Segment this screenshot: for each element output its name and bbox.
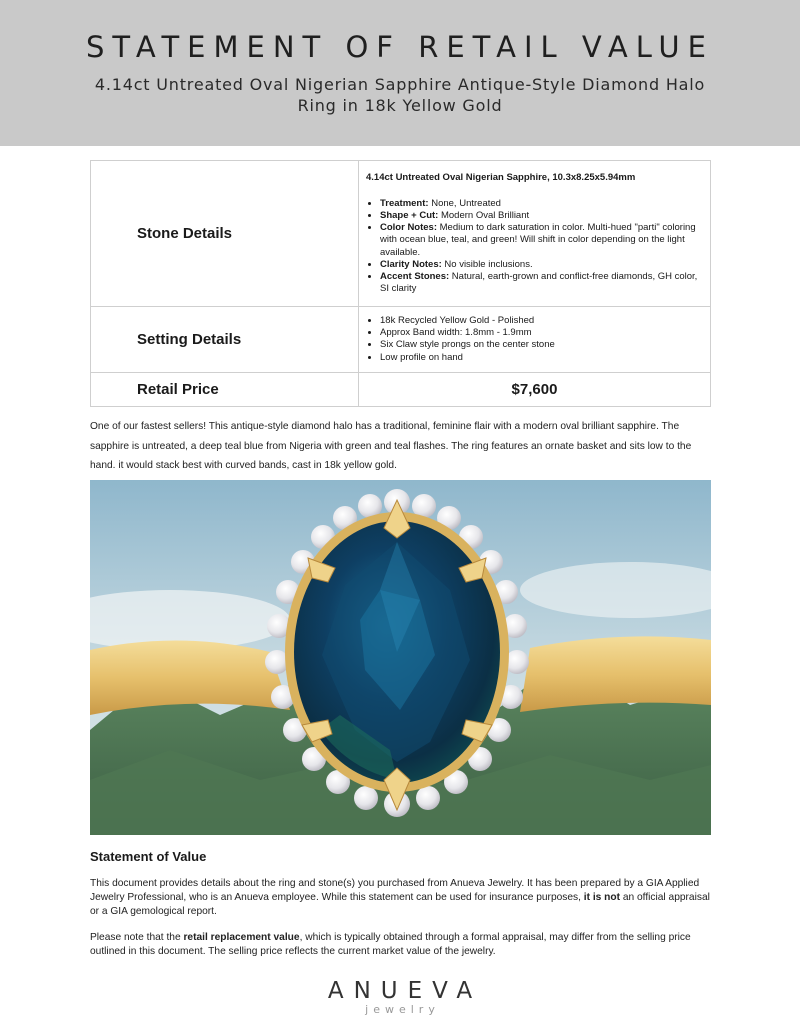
statement-paragraph-1: This document provides details about the ring and stone(s) you purchased from Anueva Jewelry. It has been prepared by a GIA Applied Jewelry Professional, who is an Anueva employee. While this statement can be used for insurance purposes, it is not an official appraisal or a GIA gemological report. xyxy=(90,878,710,917)
setting-details-label: Setting Details xyxy=(91,307,359,373)
stone-details-label: Stone Details xyxy=(91,161,359,307)
list-item: • Accent Stones: Natural, earth-grown and conflict-free diamonds, GH color, SI clarity xyxy=(380,271,700,295)
stone-details-list xyxy=(366,198,700,296)
setting-details-row xyxy=(91,307,711,373)
logo-brand: ANUEVA xyxy=(327,978,483,1004)
logo-sub: jewelry xyxy=(365,1003,440,1016)
retail-price-value: $7,600 xyxy=(359,372,711,406)
list-item: • Treatment: None, Untreated xyxy=(380,198,700,210)
list-item: • Shape + Cut: Modern Oval Brilliant xyxy=(380,210,700,222)
stone-details-row xyxy=(91,161,711,307)
retail-price-row xyxy=(91,372,711,406)
setting-details-info xyxy=(359,307,711,373)
statement-title: Statement of Value xyxy=(90,849,207,864)
statement-paragraph-2: Please note that the retail replacement value, which is typically obtained through a formal appraisal, may differ from the selling price outlined in this document. The selling price reflects the current market value of the jewelry. xyxy=(90,932,691,957)
retail-price-label: Retail Price xyxy=(91,372,359,406)
ring-photo xyxy=(90,480,711,835)
stone-details-info xyxy=(359,161,711,307)
list-item: • Six Claw style prongs on the center stone xyxy=(380,339,700,351)
list-item: • Low profile on hand xyxy=(380,352,700,364)
list-item: • Clarity Notes: No visible inclusions. xyxy=(380,259,700,271)
list-item: • 18k Recycled Yellow Gold - Polished xyxy=(380,315,700,327)
list-item: • Color Notes: Medium to dark saturation in color. Multi-hued "parti" coloring with ocean blue, teal, and green! Will shift in color depending on the light available. xyxy=(380,222,700,259)
list-item: • Approx Band width: 1.8mm - 1.9mm xyxy=(380,327,700,339)
document-title: STATEMENT OF RETAIL VALUE xyxy=(86,30,714,64)
details-table xyxy=(90,160,711,407)
header-banner xyxy=(0,0,800,146)
setting-details-list xyxy=(366,315,700,364)
stone-title: 4.14ct Untreated Oval Nigerian Sapphire, 10.3x8.25x5.94mm xyxy=(366,171,636,183)
product-description: One of our fastest sellers! This antique-style diamond halo has a traditional, feminine flair with a modern oval brilliant sapphire. The sapphire is untreated, a deep teal blue from Nigeria with green and teal flashes. The ring features an ornate basket and sits low to the hand. it would stack best with curved bands, cast in 18k yellow gold. xyxy=(90,421,692,471)
anueva-logo xyxy=(0,978,800,1016)
document-subtitle: 4.14ct Untreated Oval Nigerian Sapphire Antique-Style Diamond Halo Ring in 18k Yellow Gold xyxy=(94,75,706,115)
